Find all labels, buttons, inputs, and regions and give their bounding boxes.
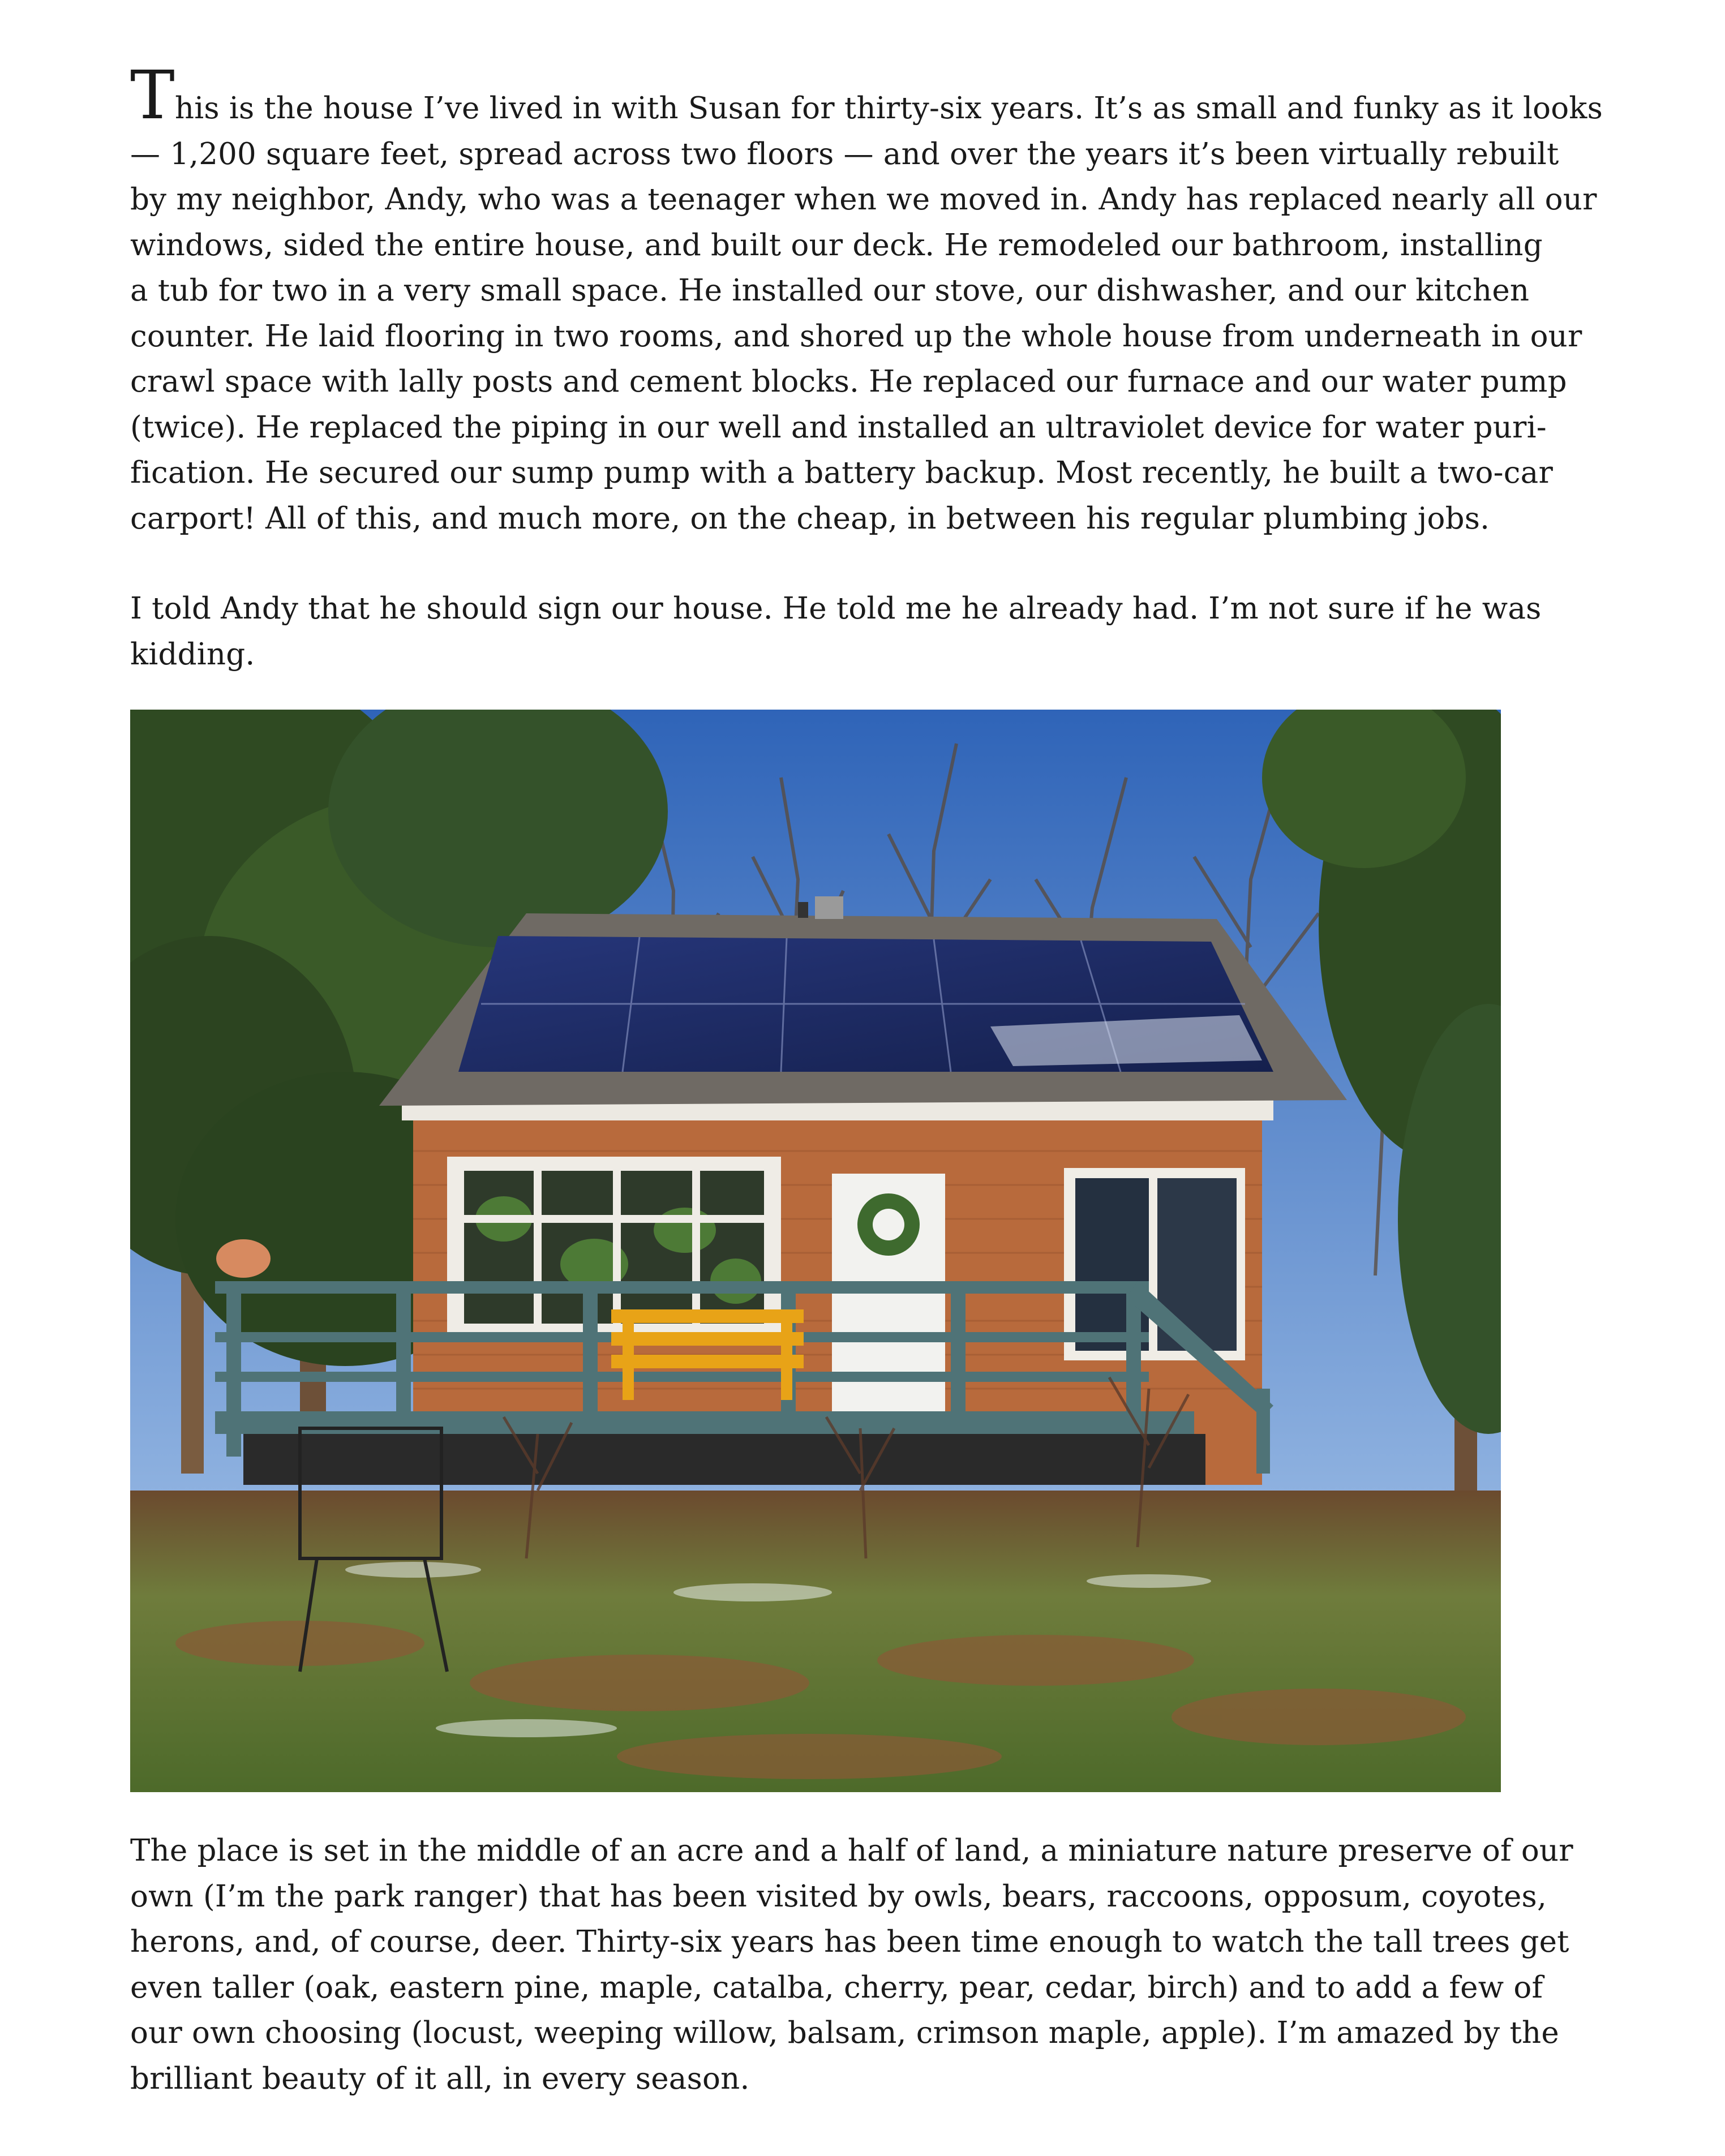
text-line: even taller (oak, eastern pine, maple, catalba, cherry, pear, cedar, birch) and to add a few of bbox=[130, 1970, 1543, 2005]
text-line: — 1,200 square feet, spread across two floors — and over the years it’s been virtually rebuilt bbox=[130, 136, 1559, 171]
flower-pot bbox=[216, 1239, 271, 1278]
text-line: own (I’m the park ranger) that has been visited by owls, bears, raccoons, opposum, coyotes, bbox=[130, 1879, 1547, 1914]
text-line: crawl space with lally posts and cement blocks. He replaced our furnace and our water pump bbox=[130, 364, 1567, 399]
text-line: The place is set in the middle of an acre and a half of land, a miniature nature preserve of our bbox=[130, 1833, 1573, 1868]
text-line: fication. He secured our sump pump with a battery backup. Most recently, he built a two-car bbox=[130, 456, 1553, 490]
text-line: windows, sided the entire house, and built our deck. He remodeled our bathroom, installing bbox=[130, 227, 1543, 263]
drop-cap: T bbox=[130, 56, 175, 134]
house-photo bbox=[130, 710, 1501, 1792]
paragraph-3 bbox=[130, 1828, 1573, 2102]
text-line: brilliant beauty of it all, in every season. bbox=[130, 2061, 750, 2096]
paragraph-2 bbox=[130, 586, 1542, 677]
text-line: (twice). He replaced the piping in our well and installed an ultraviolet device for water puri- bbox=[130, 410, 1547, 445]
text-line: kidding. bbox=[130, 637, 255, 672]
text-line: our own choosing (locust, weeping willow, balsam, crimson maple, apple). I’m amazed by the bbox=[130, 2016, 1559, 2050]
text-line: counter. He laid flooring in two rooms, and shored up the whole house from underneath in our bbox=[130, 319, 1582, 354]
text-line: a tub for two in a very small space. He installed our stove, our dishwasher, and our kitchen bbox=[130, 273, 1530, 308]
text-line: I told Andy that he should sign our house. He told me he already had. I’m not sure if he was bbox=[130, 591, 1542, 626]
text-line: herons, and, of course, deer. Thirty-six years has been time enough to watch the tall trees get bbox=[130, 1925, 1569, 1959]
text-line: This is the house I’ve lived in with Susan for thirty-six years. It’s as small and funky as it looks bbox=[130, 56, 1603, 134]
paragraph-1 bbox=[130, 56, 1603, 542]
text-line: by my neighbor, Andy, who was a teenager when we moved in. Andy has replaced nearly all our bbox=[130, 182, 1597, 217]
text-line: carport! All of this, and much more, on the cheap, in between his regular plumbing jobs. bbox=[130, 501, 1490, 536]
